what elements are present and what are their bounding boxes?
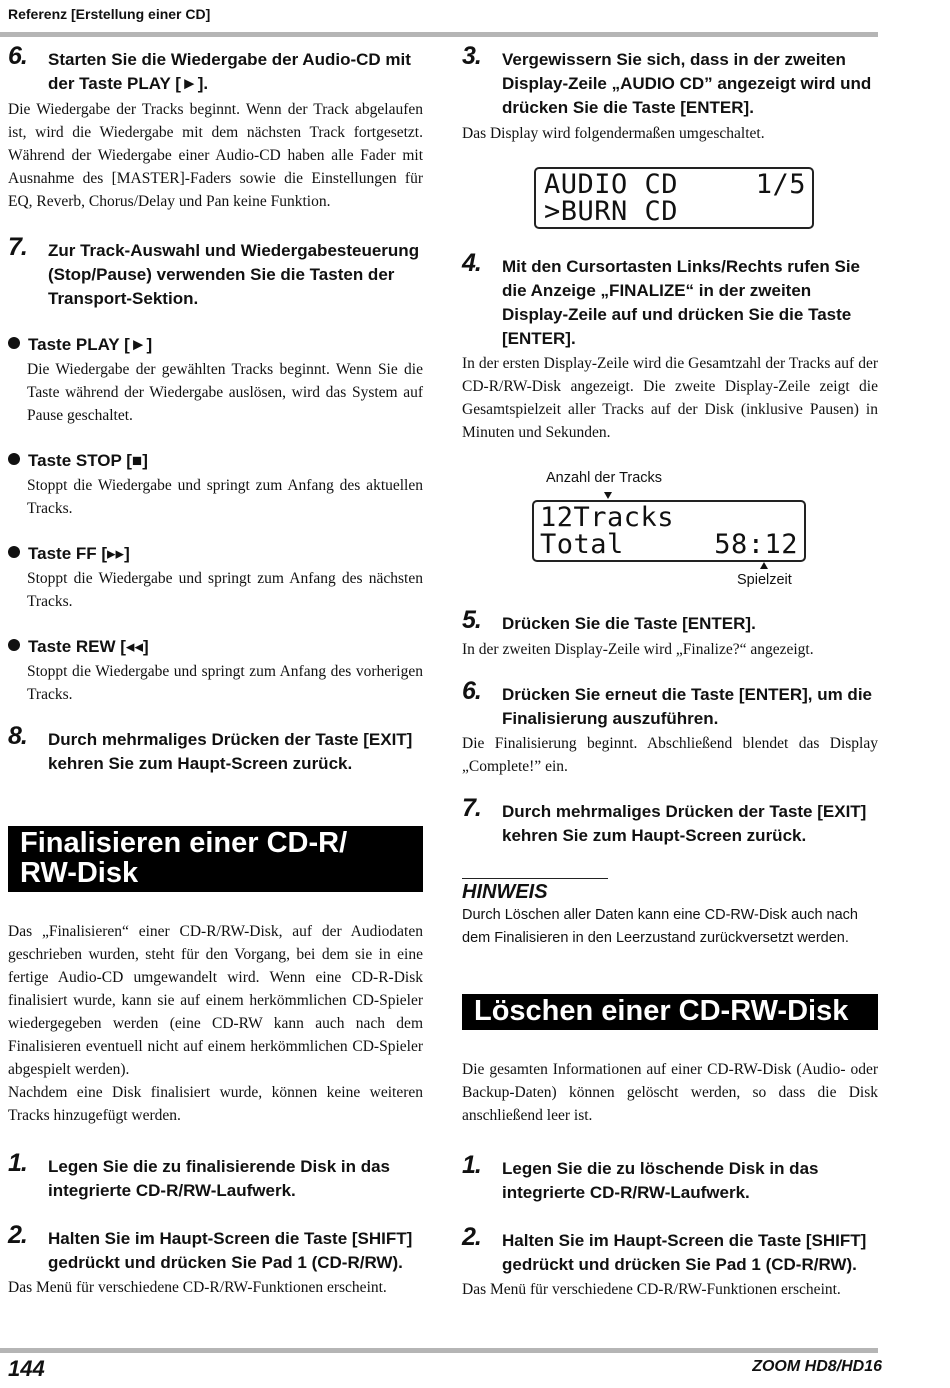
footer-rule [0,1348,878,1353]
step-8-left [8,722,423,776]
bullet-stop [8,449,423,520]
step-number: 3. [462,42,481,70]
bullet-title: Taste PLAY [►] [28,335,153,354]
step-1-finalize [8,1149,423,1203]
section-heading-erase: Löschen einer CD-RW-Disk [462,994,878,1030]
step-body: In der ersten Display-Zeile wird die Gesamtzahl der Tracks auf der CD-R/RW-Disk angezeigt. Die zweite Display-Zeile zeigt die Gesamtspielzeit aller Tracks auf der Disk (inklusive Pausen) in Minuten und Sekunden. [462,355,878,441]
lcd-total-time: 58:12 [714,529,798,560]
section-intro-2: Nachdem eine Disk finalisiert wurde, können keine weiteren Tracks hinzugefügt werden. [8,1084,423,1124]
bullet-dot-icon [8,453,20,465]
step-number: 4. [462,249,481,277]
step-number: 2. [8,1221,27,1249]
step-title: Halten Sie im Haupt-Screen die Taste [SHIFT] gedrückt und drücken Sie Pad 1 (CD-R/RW). [502,1231,867,1274]
lcd-line-1: AUDIO CD [544,169,679,200]
lcd-label-tracks: Anzahl der Tracks [546,470,663,486]
step-number: 1. [462,1151,481,1179]
bullet-ff [8,542,423,613]
bullet-dot-icon [8,337,20,349]
step-number: 7. [8,233,27,261]
lcd-line-2-label: Total [540,529,624,560]
step-body: Die Finalisierung beginnt. Abschließend blendet das Display „Complete!” ein. [462,735,878,775]
step-title: Vergewissern Sie sich, dass in der zweiten Display-Zeile „AUDIO CD” angezeigt wird und drücken Sie die Taste [ENTER]. [502,50,872,117]
step-body: Das Display wird folgendermaßen umgeschaltet. [462,125,765,142]
bullet-text: Stoppt die Wiedergabe und springt zum Anfang des nächsten Tracks. [27,570,423,610]
step-6-left [8,42,423,96]
step-number: 5. [462,606,481,634]
note-text: Durch Löschen aller Daten kann eine CD-RW-Disk auch nach dem Finalisieren in den Leerzustand zurückversetzt werden. [462,907,858,946]
running-header: Referenz [Erstellung einer CD] [8,6,211,22]
product-name: ZOOM HD8/HD16 [752,1358,882,1375]
bullet-text: Stoppt die Wiedergabe und springt zum Anfang des vorherigen Tracks. [27,663,423,703]
lcd-label-playtime: Spielzeit [737,572,792,588]
lcd-figure-finalize [462,470,878,610]
right-column [462,42,878,1301]
header-rule [0,32,878,37]
bullet-title: Taste FF [▸▸] [28,544,130,563]
step-2-erase [462,1223,878,1277]
step-5-right [462,606,878,636]
arrow-up-icon [760,562,768,569]
step-number: 6. [462,677,481,705]
step-title: Halten Sie im Haupt-Screen die Taste [SHIFT] gedrückt und drücken Sie Pad 1 (CD-R/RW). [48,1229,413,1272]
bullet-text: Stoppt die Wiedergabe und springt zum Anfang des aktuellen Tracks. [27,477,423,517]
step-number: 6. [8,42,27,70]
lcd-line-1: 12Tracks [540,502,675,533]
bullet-play [8,333,423,427]
step-body: Das Menü für verschiedene CD-R/RW-Funktionen erscheint. [8,1279,387,1296]
step-title: Durch mehrmaliges Drücken der Taste [EXIT] kehren Sie zum Haupt-Screen zurück. [48,730,413,773]
section-intro: Die gesamten Informationen auf einer CD-RW-Disk (Audio- oder Backup-Daten) können gelöscht werden, so dass die Disk anschließend leer ist. [462,1061,878,1124]
step-7-left [8,233,423,311]
step-2-finalize [8,1221,423,1275]
note-title: HINWEIS [462,881,548,903]
step-title: Starten Sie die Wiedergabe der Audio-CD mit der Taste PLAY [►]. [48,50,411,93]
arrow-down-icon [604,492,612,499]
step-number: 7. [462,794,481,822]
lcd-display-totals [532,500,806,562]
step-title: Zur Track-Auswahl und Wiedergabesteuerung (Stop/Pause) verwenden Sie die Tasten der Transport-Sektion. [48,241,420,308]
bullet-title: Taste STOP [■] [28,451,148,470]
step-title: Mit den Cursortasten Links/Rechts rufen Sie die Anzeige „FINALIZE“ in der zweiten Display-Zeile auf und drücken Sie die Taste [ENTER]. [502,257,861,348]
page-number: 144 [8,1356,45,1381]
step-title: Drücken Sie erneut die Taste [ENTER], um die Finalisierung auszuführen. [502,685,872,728]
step-number: 1. [8,1149,27,1177]
step-title: Legen Sie die zu finalisierende Disk in das integrierte CD-R/RW-Laufwerk. [48,1157,390,1200]
step-number: 8. [8,722,27,750]
lcd-line-2: >BURN CD [544,196,679,227]
step-4-right [462,249,878,351]
section-intro: Das „Finalisieren“ einer CD-R/RW-Disk, auf der Audiodaten geschrieben wurden, steht für den Vorgang, bei dem sie in eine fertige Audio-CD umgewandelt wird. Wenn eine CD-R-Disk finalisiert wurde, kann sie auf einem herkömmlichen CD-Spieler wiedergegeben werden (eine CD-RW kann auch nach dem Finalisieren eventuell nicht auf einem herkömmlichen CD-Spieler abgespielt werden). [8,923,423,1078]
bullet-text: Die Wiedergabe der gewählten Tracks beginnt. Wenn Sie die Taste während der Wiedergabe auslösen, wird das System auf Pause geschaltet. [27,361,423,424]
bullet-dot-icon [8,546,20,558]
left-column [8,42,423,1299]
bullet-title: Taste REW [◂◂] [28,637,149,656]
step-3-right [462,42,878,120]
step-body: In der zweiten Display-Zeile wird „Finalize?“ angezeigt. [462,641,814,658]
step-title: Drücken Sie die Taste [ENTER]. [502,614,756,633]
section-heading-finalize: Finalisieren einer CD-R/ RW-Disk [8,826,423,892]
step-body: Das Menü für verschiedene CD-R/RW-Funktionen erscheint. [462,1281,841,1298]
bullet-dot-icon [8,639,20,651]
step-6-right [462,677,878,731]
step-title: Durch mehrmaliges Drücken der Taste [EXIT] kehren Sie zum Haupt-Screen zurück. [502,802,867,845]
note-rule [462,878,608,879]
step-1-erase [462,1151,878,1205]
step-number: 2. [462,1223,481,1251]
step-title: Legen Sie die zu löschende Disk in das integrierte CD-R/RW-Laufwerk. [502,1159,819,1202]
step-body: Die Wiedergabe der Tracks beginnt. Wenn der Track abgelaufen ist, wird die Wiedergabe mit dem nächsten Track fortgesetzt. Während der Wiedergabe einer Audio-CD haben alle Fader mit Ausnahme des [MASTER]-Faders sowie die Einstellungen für EQ, Reverb, Chorus/Delay und Pan keine Funktion. [8,101,423,210]
step-7-right [462,794,878,848]
lcd-track-counter: 1/5 [755,169,806,200]
note-box [462,878,878,950]
lcd-display-audio-cd [534,167,814,229]
bullet-rew [8,635,423,706]
